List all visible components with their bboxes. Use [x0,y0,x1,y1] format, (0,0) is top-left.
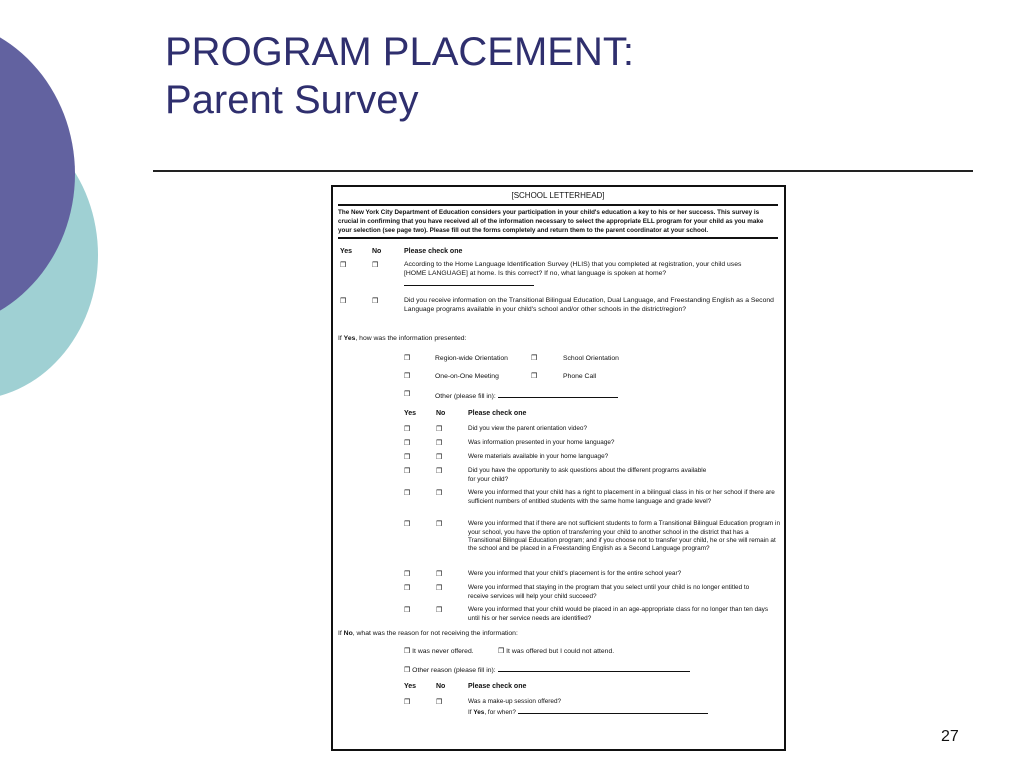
question-text: Were you informed that your child would be placed in an age-appropriate class for no longer than ten days until his or her service needs are identified? [468,606,769,622]
fill-in-line[interactable] [498,391,618,398]
letterhead: [SCHOOL LETTERHEAD] [511,191,605,200]
one-on-one-checkbox[interactable]: ❒ [404,373,411,381]
no-checkbox[interactable]: ❒ [436,490,443,498]
school-orientation-label: School Orientation [563,355,619,363]
no-checkbox[interactable]: ❒ [436,607,443,615]
title-divider [153,170,973,172]
no-checkbox[interactable]: ❒ [436,571,443,579]
no-checkbox[interactable]: ❒ [436,468,443,476]
makeup-header-row [338,682,778,698]
no-checkbox[interactable]: ❒ [436,699,443,707]
yes-checkbox[interactable]: ❒ [404,607,411,615]
no-checkbox[interactable]: ❒ [372,298,379,306]
intro-paragraph: The New York City Department of Education considers your participation in your child's education a key to his or her success. This survey is crucial in confirming that you have received all of the information necessary to select the appropriate ELL program for your child as you make your selection (see page two). Please fill out the forms completely and return them to the parent coordinator at your school. [338,209,764,234]
other-label: Other (please fill in): [435,393,496,401]
could-not-attend-checkbox[interactable]: ❒ [498,648,505,656]
sub-header-row [338,409,778,425]
no-checkbox[interactable]: ❒ [436,426,443,434]
question-text: Were materials available in your home language? [468,453,609,461]
question-text: Did you receive information on the Transitional Bilingual Education, Dual Language, and Freestanding English as a Second Language programs available in your child's school and/or other schools in the district/region? [404,297,774,314]
yes-checkbox[interactable]: ❒ [404,490,411,498]
question-text: Were you informed that your child has a right to placement in a bilingual class in his or her school if there are sufficient numbers of entitled students with the same home language and grade level? [468,489,775,505]
slide-title [165,28,634,124]
never-offered-label: It was never offered. [412,648,474,656]
phone-call-label: Phone Call [563,373,597,381]
yes-checkbox[interactable]: ❒ [404,521,411,529]
question-text: Did you view the parent orientation video? [468,425,588,433]
question-program-info [338,297,778,335]
question-text: Were you informed that staying in the program that you select until your child is no longer entitled to receive services will help your child succeed? [468,584,750,600]
yes-checkbox[interactable]: ❒ [404,454,411,462]
question-hlis [338,261,778,297]
if-yes-suffix: , how was the information presented: [355,335,467,343]
phone-call-checkbox[interactable]: ❒ [531,373,538,381]
no-checkbox[interactable]: ❒ [372,262,379,270]
yes-header: Yes [340,248,353,256]
if-yes-label [338,335,778,355]
yes-checkbox[interactable]: ❒ [404,468,411,476]
option-row [338,391,778,409]
slide-title-line1: PROGRAM PLACEMENT: [165,30,634,74]
sub-question [338,467,778,489]
other-reason-checkbox[interactable]: ❒ [404,667,411,675]
sub-question [338,606,778,630]
other-reason-label: Other reason (please fill in): [412,667,496,675]
question-text: at home. Is this correct? If no, what language is spoken at home? [469,270,667,278]
region-orientation-label: Region-wide Orientation [435,355,508,363]
if-no-label [338,630,778,648]
other-checkbox[interactable]: ❒ [404,391,411,399]
question-text: Did you have the opportunity to ask questions about the different programs available for your child? [468,467,707,483]
sub-question [338,520,781,570]
yes-checkbox[interactable]: ❒ [404,585,411,593]
yes-checkbox[interactable]: ❒ [340,298,347,306]
never-offered-checkbox[interactable]: ❒ [404,648,411,656]
yes-checkbox[interactable]: ❒ [340,262,347,270]
reason-row [338,648,778,665]
sub-question [338,425,778,439]
fill-in-line[interactable] [518,707,708,714]
question-text: Were you informed that if there are not sufficient students to form a Transitional Bilingual Education program in your school, you have the option of transferring your child to another school in the district that has a Transitional Bilingual Education program; and if you choose not to transfer your child, he or she will remain at the school and be placed in a Freestanding English as a Second Language program? [468,520,781,553]
instruction-header: Please check one [468,683,527,691]
question-text: Was information presented in your home language? [468,439,615,447]
sub-question [338,584,778,606]
yes-bold: Yes [343,335,356,343]
no-header: No [436,683,446,691]
yes-bold: Yes [473,708,485,716]
home-language-placeholder: [HOME LANGUAGE] [404,270,468,278]
no-checkbox[interactable]: ❒ [436,521,443,529]
no-checkbox[interactable]: ❒ [436,585,443,593]
yes-checkbox[interactable]: ❒ [404,699,411,707]
main-header-row [338,247,778,261]
if-text: If [468,708,472,716]
if-no-suffix: , what was the reason for not receiving the information: [352,630,518,638]
instruction-header: Please check one [468,410,527,418]
yes-checkbox[interactable]: ❒ [404,440,411,448]
makeup-question [338,698,778,722]
no-bold: No [343,630,353,638]
divider [338,237,778,239]
slide-page-number: 27 [941,728,959,745]
fill-in-line[interactable] [498,665,690,672]
sub-question [338,570,778,584]
one-on-one-label: One-on-One Meeting [435,373,499,381]
if-text: If [338,630,342,638]
yes-header: Yes [404,410,417,418]
survey-document-image [331,185,786,751]
region-orientation-checkbox[interactable]: ❒ [404,355,411,363]
sub-question [338,453,778,467]
yes-header: Yes [404,683,417,691]
makeup-question-text: Was a make-up session offered? [468,698,562,706]
instruction-header: Please check one [404,248,463,256]
could-not-attend-label: It was offered but I could not attend. [506,648,615,656]
sub-question [338,439,778,453]
yes-checkbox[interactable]: ❒ [404,426,411,434]
reason-row [338,665,778,682]
slide-title-line2: Parent Survey [165,78,419,122]
divider [338,204,778,206]
no-checkbox[interactable]: ❒ [436,440,443,448]
no-header: No [436,410,446,418]
option-row [338,355,778,373]
fill-in-line[interactable] [404,279,534,286]
if-text: If [338,335,342,343]
no-header: No [372,248,382,256]
makeup-when-label: , for when? [484,708,516,716]
question-text: Were you informed that your child's placement is for the entire school year? [468,570,682,578]
yes-checkbox[interactable]: ❒ [404,571,411,579]
question-text: According to the Home Language Identification Survey (HLIS) that you completed at registration, your child uses [404,261,742,269]
school-orientation-checkbox[interactable]: ❒ [531,355,538,363]
option-row [338,373,778,391]
no-checkbox[interactable]: ❒ [436,454,443,462]
sub-question [338,489,778,520]
